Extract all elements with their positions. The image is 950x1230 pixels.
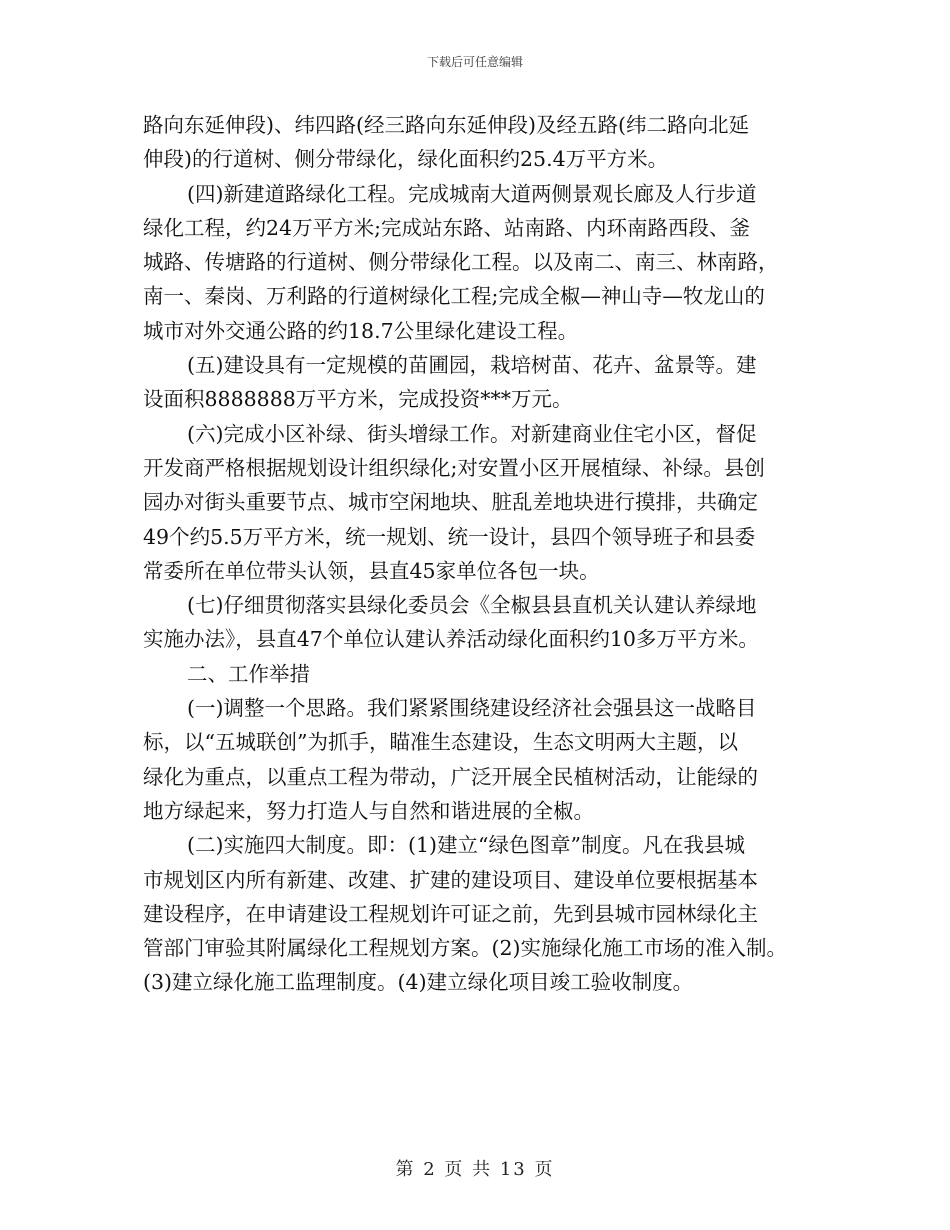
text-line: 城路、传塘路的行道树、侧分带绿化工程。以及南二、南三、林南路， bbox=[143, 250, 779, 275]
text-line: 开发商严格根据规划设计组织绿化;对安置小区开展植绿、补绿。县创 bbox=[143, 455, 765, 480]
text-line: (二)实施四大制度。即：(1)建立“绿色图章”制度。凡在我县城 bbox=[187, 833, 745, 858]
text-line: 伸段)的行道树、侧分带绿化，绿化面积约25.4万平方米。 bbox=[143, 147, 669, 172]
text-line: (六)完成小区补绿、街头增绿工作。对新建商业住宅小区，督促 bbox=[187, 421, 757, 446]
text-line: 路向东延伸段)、纬四路(经三路向东延伸段)及经五路(纬二路向北延 bbox=[143, 113, 749, 137]
text-line: 49个约5.5万平方米，统一规划、统一设计，县四个领导班子和县委 bbox=[143, 524, 756, 549]
text-line: 市规划区内所有新建、改建、扩建的建设项目、建设单位要根据基本 bbox=[143, 867, 758, 892]
text-line: 地方绿起来，努力打造人与自然和谐进展的全椒。 bbox=[143, 798, 594, 823]
document-body bbox=[143, 108, 823, 1000]
text-line: 二、工作举措 bbox=[187, 661, 310, 686]
body-text bbox=[143, 108, 823, 1000]
text-line: (七)仔细贯彻落实县绿化委员会《全椒县县直机关认建认养绿地 bbox=[187, 593, 757, 618]
page-footer: 第 2 页 共 13 页 bbox=[395, 1159, 555, 1180]
text-line: (3)建立绿化施工监理制度。(4)建立绿化项目竣工验收制度。 bbox=[143, 970, 694, 995]
text-line: 绿化工程，约24万平方米;完成站东路、站南路、内环南路西段、釜 bbox=[143, 215, 750, 240]
text-line: 标，以“五城联创”为抓手，瞄准生态建设，生态文明两大主题，以 bbox=[143, 730, 738, 755]
text-line: 城市对外交通公路的约18.7公里绿化建设工程。 bbox=[143, 318, 579, 343]
text-line: 绿化为重点，以重点工程为带动，广泛开展全民植树活动，让能绿的 bbox=[143, 764, 758, 789]
text-line: 园办对街头重要节点、城市空闲地块、脏乱差地块进行摸排，共确定 bbox=[143, 490, 758, 515]
text-line: (五)建设具有一定规模的苗圃园，栽培树苗、花卉、盆景等。建 bbox=[187, 353, 757, 378]
text-line: 管部门审验其附属绿化工程规划方案。(2)实施绿化施工市场的准入制。 bbox=[143, 936, 788, 961]
text-line: 南一、秦岗、万利路的行道树绿化工程;完成全椒—神山寺—牧龙山的 bbox=[143, 284, 765, 309]
text-line: (四)新建道路绿化工程。完成城南大道两侧景观长廊及人行步道 bbox=[187, 181, 757, 206]
text-line: 设面积8888888万平方米，完成投资***万元。 bbox=[143, 387, 573, 412]
text-line: 建设程序，在申请建设工程规划许可证之前，先到县城市园林绿化主 bbox=[143, 901, 758, 926]
page-header: 下载后可任意编辑 bbox=[426, 55, 523, 69]
text-line: 常委所在单位带头认领，县直45家单位各包一块。 bbox=[143, 558, 600, 583]
text-line: 实施办法》，县直47个单位认建认养活动绿化面积约10多万平方米。 bbox=[143, 627, 759, 652]
text-line: (一)调整一个思路。我们紧紧围绕建设经济社会强县这一战略目 bbox=[187, 696, 757, 721]
